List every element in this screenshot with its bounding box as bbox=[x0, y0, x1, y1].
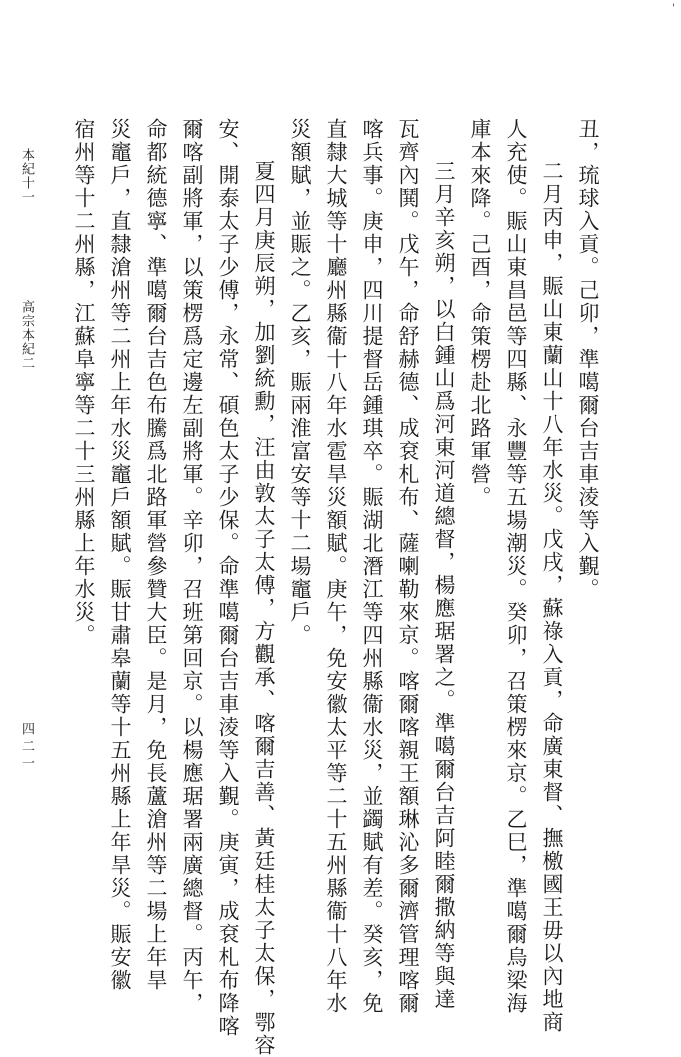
text-column-9: 災額賦，並賑之。乙亥，賑兩淮富安等十二場竈戶。 bbox=[288, 118, 312, 647]
text-column-14: 災竈戶，直隸滄州等二州上年水災竈戶額賦。賑甘肅皋蘭等十五州縣上年旱災。賑安徽 bbox=[108, 118, 132, 992]
text-column-6: 瓦齊內鬨。戊午，命舒赫德、成袞札布、薩喇勒來京。喀爾喀親王額琳沁多爾濟管理喀爾 bbox=[396, 118, 420, 1015]
text-column-15: 宿州等十二州縣，江蘇阜寧等二十三州縣上年水災。 bbox=[72, 118, 96, 647]
text-column-10: 夏四月庚辰朔，加劉統勳，汪由敦太子太傅，方觀承、喀爾吉善、黃廷桂太子太保，鄂容 bbox=[252, 160, 276, 1057]
text-column-2: 二月丙申，賑山東蘭山十八年水災。戊戌，蘇祿入貢，命廣東督、撫檄國王毋以內地商 bbox=[540, 160, 564, 1034]
text-column-7: 喀兵事。庚申，四川提督岳鍾琪卒。賑湖北潛江等四州縣衞水災，並蠲賦有差。癸亥，免 bbox=[360, 118, 384, 1015]
text-column-8: 直隸大城等十廳州縣衞十八年水雹旱災額賦。庚午，免安徽太平等二十五州縣衞十八年水 bbox=[324, 118, 348, 1015]
text-column-3: 人充使。賑山東昌邑等四縣、永豐等五場潮災。癸卯，召策楞來京。乙巳，準噶爾烏梁海 bbox=[504, 118, 528, 1015]
text-column-1: 丑，琉球入貢。己卯，準噶爾台吉車淩等入覲。 bbox=[576, 118, 600, 601]
reign-title: 高宗本紀二 bbox=[19, 300, 34, 370]
corner-mark: ' bbox=[672, 3, 675, 14]
text-column-12: 爾喀副將軍，以策楞爲定邊左副將軍。辛卯，召班第回京。以楊應琚署兩廣總督。丙午， bbox=[180, 118, 204, 1015]
text-column-11: 安、開泰太子少傅，永常、碩色太子少保。命準噶爾台吉車淩等入覲。庚寅，成袞札布降喀 bbox=[216, 118, 240, 1038]
volume-title: 本紀十一 bbox=[19, 148, 34, 204]
text-column-5: 三月辛亥朔，以白鍾山爲河東河道總督，楊應琚署之。準噶爾台吉阿睦爾撒納等與達 bbox=[432, 160, 456, 1011]
page-number: 四二一 bbox=[19, 722, 34, 773]
text-column-13: 命都統德寧、準噶爾台吉色布騰爲北路軍營參贊大臣。是月，免長蘆滄州等二場上年旱 bbox=[144, 118, 168, 992]
text-column-4: 庫本來降。己酉，命策楞赴北路軍營。 bbox=[468, 118, 492, 509]
